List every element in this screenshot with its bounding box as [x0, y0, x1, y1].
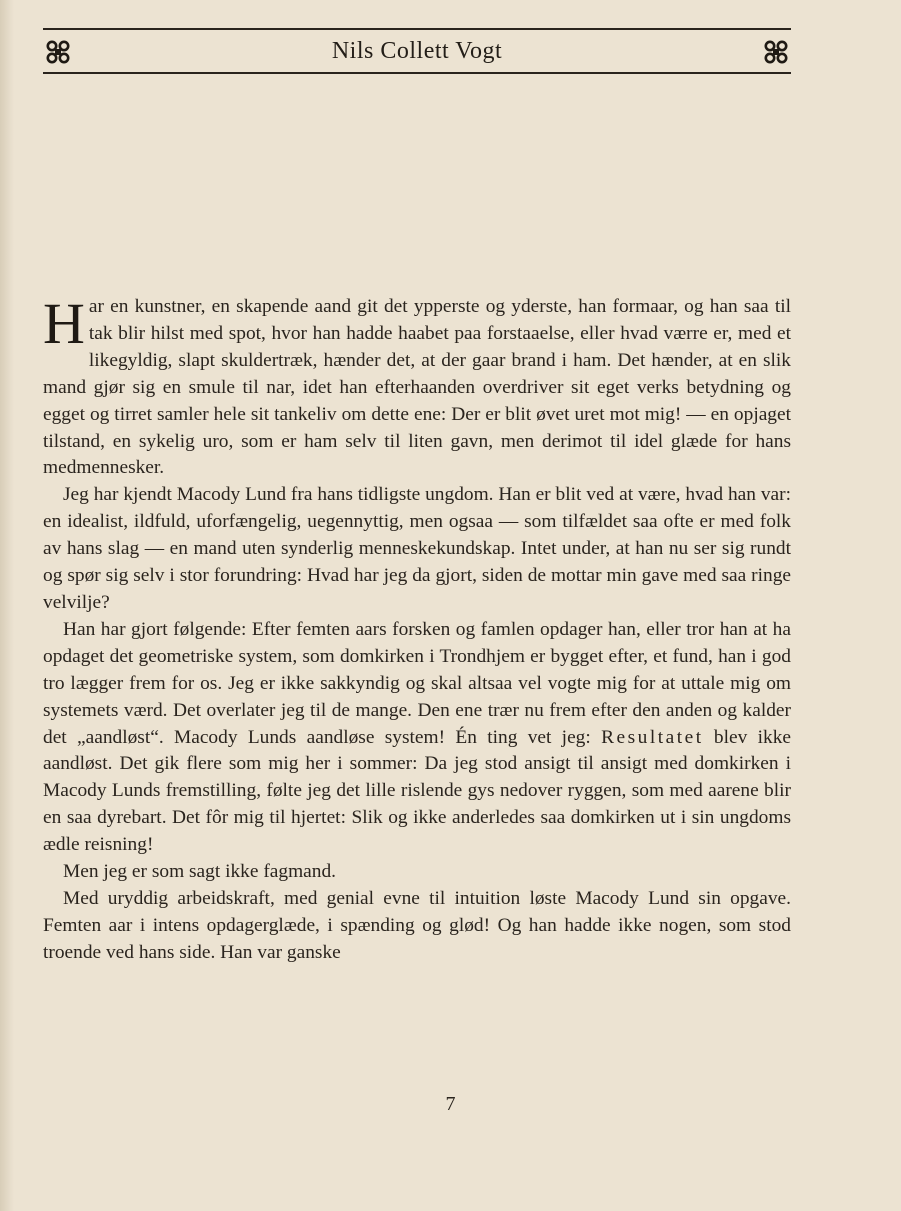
paragraph-1-text: ar en kunstner, en skapende aand git det ypperste og yderste, han formaar, og han saa til tak blir hilst med spot, hvor han hadde haabet paa forstaaelse, eller hvad værre er, med et likegyldig, slapt skuldertræk, hænder det, at der gaar brand i ham. Det hænder, at en slik mand gjør sig en smule til nar, idet han efterhaanden overdriver sit eget verks betydning og egget og tirret samler hele sit tankeliv om dette ene: Der er blit øvet uret mot mig! — en opjaget tilstand, en sykelig uro, som er ham selv til liten gavn, men derimot til idel glæde for hans medmennesker. [43, 296, 791, 479]
paragraph-3-emphasis: Resultatet [601, 726, 704, 748]
quatrefoil-ornament-icon [763, 39, 789, 65]
running-header [43, 28, 791, 76]
header-bottom-rule [43, 72, 791, 74]
page-edge-shadow [0, 0, 14, 1211]
drop-cap: H [43, 291, 85, 356]
paragraph-3-text-a: Han har gjort følgende: Efter femten aars forsken og famlen opdager han, eller tror han at ha opdaget det geometriske system, som domkirken i Trondhjem er bygget efter, et fund, han i god tro lægger frem for os. Jeg er ikke sakkyndig og skal altsaa vel vogte mig for at uttale mig om systemets værd. Det overlater jeg til de mange. Den ene trær nu frem efter den anden og kalder det „aandløst“. Macody Lunds aandløse system! Én ting vet jeg: [43, 618, 791, 748]
paragraph-2: Jeg har kjendt Macody Lund fra hans tidligste ungdom. Han er blit ved at være, hvad han var: en idealist, ildfuld, uforfængelig, uegennyttig, men ogsaa — som tilfældet saa ofte er med folk av hans slag — en mand uten synderlig menneskekundskap. Intet under, at han nu ser sig rundt og spør sig selv i stor forundring: Hvad har jeg da gjort, siden de mottar min gave med saa ringe velvilje? [43, 484, 791, 613]
body-text [43, 291, 792, 967]
header-top-rule [43, 28, 791, 30]
running-title: Nils Collett Vogt [331, 38, 503, 64]
paragraph-3-text-b: blev ikke aandløst. Det gik flere som mig her i sommer: Da jeg stod ansigt til ansigt med domkirken i Macody Lunds fremstilling, følte jeg det lille rislende gys nedover ryggen, som med aarene blir en saa dyrebart. Det fôr mig til hjertet: Slik og ikke anderledes saa domkirken ut i sin ungdoms ædle reisning! [43, 726, 792, 856]
page-number: 7 [445, 1093, 456, 1115]
paragraph-4: Men jeg er som sagt ikke fagmand. [63, 861, 337, 883]
paragraph-1 [43, 291, 791, 482]
paragraph-3 [43, 617, 791, 859]
paragraph-5: Med uryddig arbeidskraft, med genial evne til intuition løste Macody Lund sin opgave. Femten aar i intens opdagerglæde, i spænding og glød! Og han hadde ikke nogen, som stod troende ved hans side. Han var ganske [43, 887, 791, 963]
